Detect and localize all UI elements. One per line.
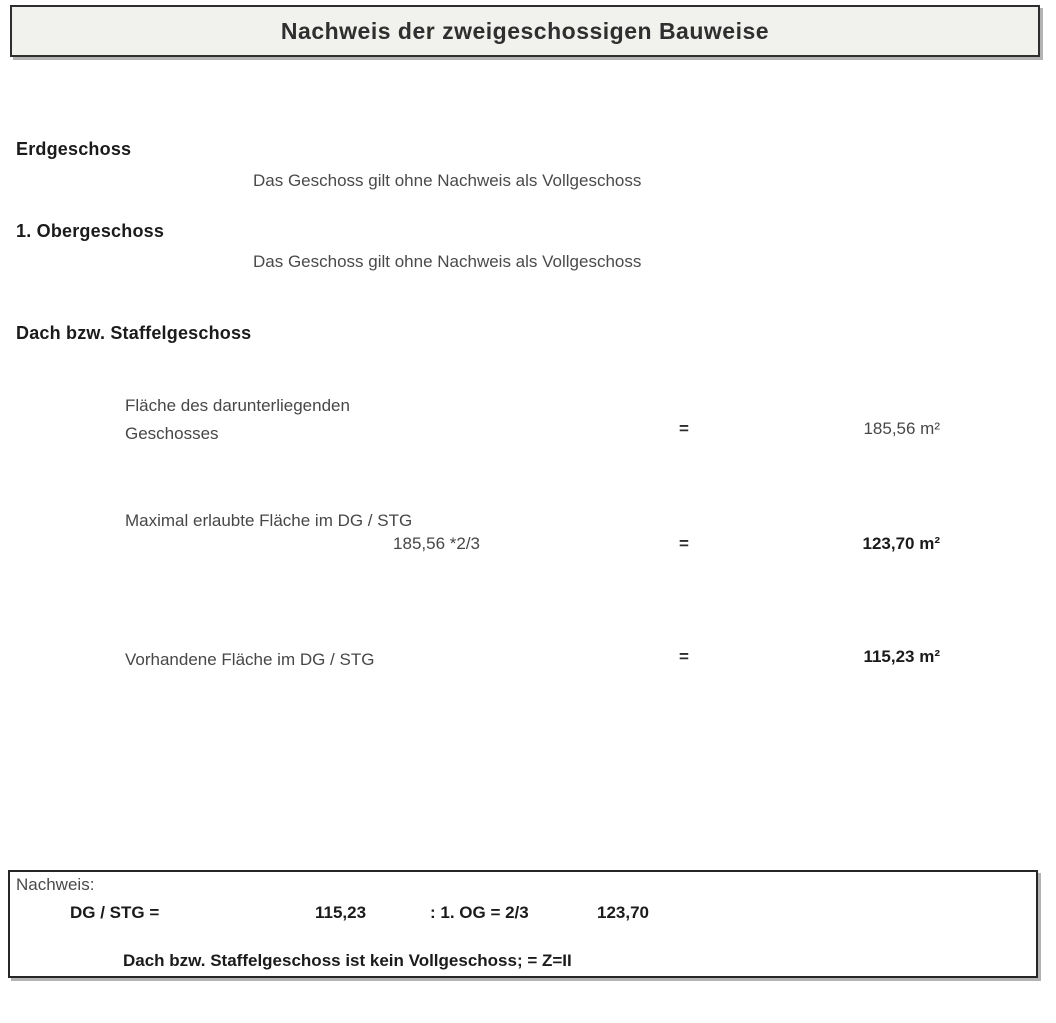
section-heading-erdgeschoss: Erdgeschoss (16, 139, 132, 159)
calc-row-value-max-flaeche: 123,70 m² (862, 534, 940, 553)
equals-sign: = (679, 647, 689, 666)
page-title: Nachweis der zweigeschossigen Bauweise (280, 17, 770, 44)
section-heading-obergeschoss: 1. Obergeschoss (16, 221, 165, 241)
equals-sign: = (679, 419, 689, 438)
calc-row-label-vorhandene-flaeche: Vorhandene Fläche im DG / STG (125, 650, 375, 669)
section-note-obergeschoss: Das Geschoss gilt ohne Nachweis als Vollgeschoss (253, 252, 642, 271)
calc-row-formula: 185,56 *2/3 (393, 534, 480, 553)
nachweis-dg-stg-value: 115,23 (315, 903, 367, 922)
calc-row-value-vorhandene-flaeche: 115,23 m² (863, 647, 940, 666)
equals-sign: = (679, 534, 689, 553)
nachweis-dg-stg-label: DG / STG = (70, 903, 160, 922)
calc-row-label-flaeche-darunter (125, 392, 485, 448)
calc-row-value-flaeche-darunter: 185,56 m² (863, 419, 940, 438)
calc-row-label-line2: Geschosses (125, 424, 219, 443)
calc-row-label-line1: Fläche des darunterliegenden (125, 396, 350, 415)
calc-row-label-max-flaeche: Maximal erlaubte Fläche im DG / STG (125, 511, 413, 530)
nachweis-box (8, 870, 1038, 978)
section-note-erdgeschoss: Das Geschoss gilt ohne Nachweis als Vollgeschoss (253, 171, 642, 190)
nachweis-og-value: 123,70 (597, 903, 649, 922)
nachweis-label: Nachweis: (16, 875, 95, 894)
nachweis-og-label: : 1. OG = 2/3 (430, 903, 529, 922)
nachweis-conclusion: Dach bzw. Staffelgeschoss ist kein Vollgeschoss; = Z=II (123, 951, 572, 970)
title-box (10, 5, 1040, 57)
section-heading-dach: Dach bzw. Staffelgeschoss (16, 323, 252, 343)
